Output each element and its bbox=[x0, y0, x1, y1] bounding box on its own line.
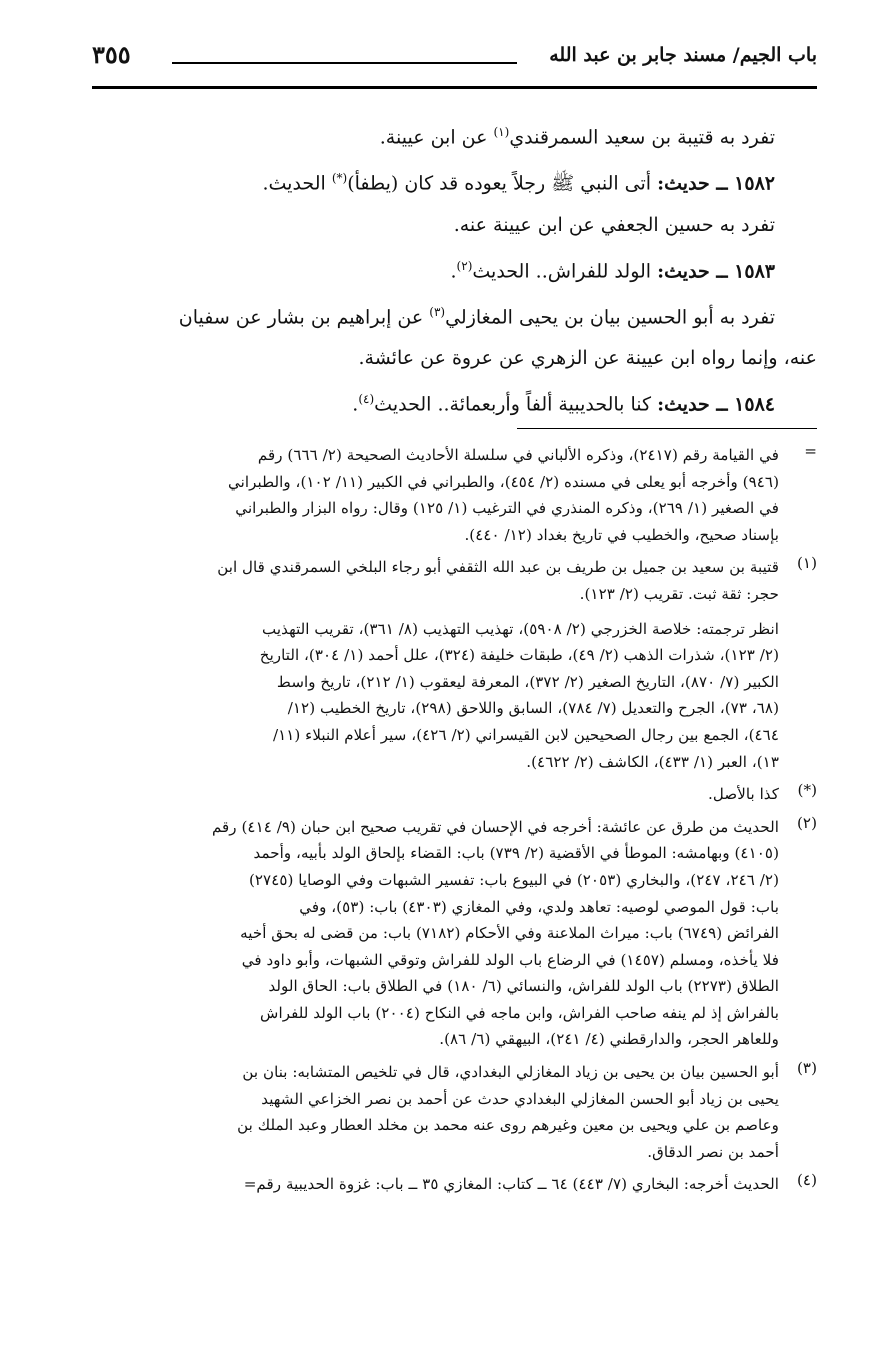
footnote-text bbox=[80, 781, 779, 808]
footnote-line: باب: قول الموصي لوصيه: تعاهد ولدي، وفي المغازي (٤٣٠٣) باب: (٥٣)، وفي bbox=[299, 897, 779, 916]
footnote-line: فلا يأخذه، ومسلم (١٤٥٧) في الرضاع باب الولد للفراش وتوقي الشبهات، وأبو داود في bbox=[241, 950, 779, 969]
paragraph-text: تفرد به قتيبة بن سعيد السمرقندي bbox=[509, 126, 775, 149]
footnote-line: الفرائض (٦٧٤٩) باب: ميراث الملاعنة وفي الأحكام (٧١٨٢) باب: من قضى له بحق أخيه bbox=[240, 924, 779, 943]
footnote-line: (٦٨، ٧٣)، الجرح والتعديل (٧/ ٧٨٤)، السابق واللاحق (٢٩٨)، تاريخ الخطيب (١٢/ bbox=[287, 699, 779, 718]
footnote-line: (٢/ ١٢٣)، شذرات الذهب (٢/ ٤٩)، طبقات خليفة (٣٢٤)، علل أحمد (١/ ٣٠٤)، التاريخ bbox=[259, 646, 779, 665]
footnote-ref: (٣) bbox=[429, 304, 446, 319]
footnote-line: ١٣)، العبر (١/ ٤٣٣)، الكاشف (٢/ ٤٦٢٢). bbox=[526, 752, 779, 771]
footnote-line: يحيى بن زياد أبو الحسن المغازلي البغدادي حدث عن أحمد بن نصر الخزاعي الشهيد bbox=[261, 1089, 779, 1108]
footnote-text bbox=[80, 614, 779, 776]
paragraph-text-tail: عن ابن عيينة. bbox=[379, 126, 494, 149]
footnote-line: (٤١٠٥) وبهامشه: الموطأ في الأقضية (٢/ ٧٣٩) باب: القضاء بإلحاق الولد بأبيه، وأحمد bbox=[253, 844, 779, 863]
footnote bbox=[80, 781, 817, 808]
footnote-line: وللعاهر الحجر، والدارقطني (٤/ ٢٤١)، البيهقي (٦/ ٨٦). bbox=[439, 1030, 779, 1049]
footnotes bbox=[80, 442, 817, 1204]
footnote-line: الحديث أخرجه: البخاري (٧/ ٤٤٣) ٦٤ ــ كتاب: المغازي ٣٥ ــ باب: غزوة الحديبية رقم= bbox=[243, 1175, 779, 1194]
paragraph-text: عنه، وإنما رواه ابن عيينة عن الزهري عن عروة عن عائشة. bbox=[358, 347, 817, 370]
footnote-ref: (٤) bbox=[358, 392, 375, 407]
hadith-entry bbox=[60, 379, 817, 425]
footnote-text bbox=[80, 1171, 779, 1198]
footnote-line: انظر ترجمته: خلاصة الخزرجي (٢/ ٥٩٠٨)، تهذيب التهذيب (٨/ ٣٦١)، تقريب التهذيب bbox=[261, 619, 779, 638]
paragraph-text-tail: . bbox=[450, 259, 457, 282]
footnote-marker bbox=[779, 614, 817, 776]
text-paragraph bbox=[60, 338, 817, 379]
hadith-number: ١٥٨٤ ــ حديث: bbox=[657, 393, 775, 416]
page-number: ٣٥٥ bbox=[92, 40, 131, 69]
footnote-marker: = bbox=[804, 442, 817, 460]
hadith-number: ١٥٨٢ ــ حديث: bbox=[657, 172, 775, 195]
footnote-text bbox=[80, 814, 779, 1053]
footnote-line: كذا بالأصل. bbox=[708, 785, 779, 804]
paragraph-text-tail: . bbox=[352, 393, 359, 416]
paragraph-text: الولد للفراش.. الحديث bbox=[472, 259, 658, 282]
paragraph-text: تفرد به حسين الجعفي عن ابن عيينة عنه. bbox=[453, 213, 775, 236]
footnote-ref: (١) bbox=[493, 125, 510, 139]
footnote-line: بالفراش إذ لم ينفه صاحب الفراش، وابن ماجه في النكاح (٢٠٠٤) باب الولد للفراش bbox=[259, 1003, 779, 1022]
footnote bbox=[80, 614, 817, 776]
footnote-line: أبو الحسين بيان بن يحيى بن زياد المغازلي البغدادي، قال في تلخيص المتشابه: بنان بن bbox=[242, 1063, 779, 1082]
footnote bbox=[80, 1059, 817, 1165]
paragraph-text: أتى النبي ﷺ رجلاً يعوده قد كان (يطفأ) bbox=[347, 172, 658, 195]
hadith-entry bbox=[60, 158, 817, 204]
footnote-text bbox=[80, 554, 779, 607]
footnote bbox=[80, 1171, 817, 1198]
footnote-line: في الصغير (١/ ٢٦٩)، وذكره المنذري في الترغيب (١/ ١٢٥) وقال: رواه البزار والطبراني bbox=[235, 499, 779, 518]
footnote bbox=[80, 442, 817, 548]
footnote-line: أحمد بن نصر الدقاق. bbox=[647, 1142, 779, 1161]
footnote-marker: (*) bbox=[797, 781, 817, 800]
footnote-line: بإسناد صحيح، والخطيب في تاريخ بغداد (١٢/ ٤٤٠). bbox=[464, 525, 779, 544]
footnote-line: الحديث من طرق عن عائشة: أخرجه في الإحسان في تقريب صحيح ابن حبان (٩/ ٤١٤) رقم bbox=[211, 817, 779, 836]
footnote-ref: (*) bbox=[331, 171, 348, 186]
hadith-number: ١٥٨٣ ــ حديث: bbox=[657, 259, 775, 282]
footnote-marker: (٢) bbox=[796, 813, 817, 832]
header-rule bbox=[172, 62, 517, 64]
footnote-separator bbox=[517, 428, 817, 429]
footnote-ref: (٢) bbox=[456, 258, 473, 273]
footnote-marker: (١) bbox=[796, 554, 817, 573]
paragraph-text: كنا بالحديبية ألفاً وأربعمائة.. الحديث bbox=[374, 393, 658, 416]
footnote-marker: (٤) bbox=[796, 1171, 817, 1190]
footnote-line: وعاصم بن علي ويحيى بن معين وغيرهم روى عنه محمد بن مخلد العطار وعبد الملك بن bbox=[237, 1116, 779, 1135]
text-paragraph bbox=[60, 112, 817, 158]
footnote-line: ٤٦٤)، الجمع بين رجال الصحيحين لابن القيسراني (٢/ ٤٢٦)، سير أعلام النبلاء (١١/ bbox=[272, 725, 779, 744]
footnote-line: (٩٤٦) وأخرجه أبو يعلى في مسنده (٢/ ٤٥٤)، والطبراني في الكبير (١١/ ١٠٢)، والطبراني bbox=[228, 472, 779, 491]
paragraph-text: تفرد به أبو الحسين بيان بن يحيى المغازلي bbox=[445, 306, 775, 329]
footnote-marker: (٣) bbox=[796, 1059, 817, 1078]
main-text bbox=[60, 112, 817, 426]
footnote-text bbox=[80, 1059, 779, 1165]
footnote bbox=[80, 814, 817, 1053]
footnote-text bbox=[80, 442, 779, 548]
footnote-line: الطلاق (٢٢٧٣) باب الولد للفراش، والنسائي (٦/ ١٨٠) في الطلاق باب: الحاق الولد bbox=[268, 977, 779, 996]
footnote-line: في القيامة رقم (٢٤١٧)، وذكره الألباني في سلسلة الأحاديث الصحيحة (٢/ ٦٦٦) رقم bbox=[257, 446, 779, 464]
footnote-line: الكبير (٧/ ٨٧٠)، التاريخ الصغير (٢/ ٣٧٢)، المعرفة ليعقوب (١/ ٢١٢)، تاريخ واسط bbox=[276, 672, 779, 691]
paragraph-text-tail: الحديث. bbox=[262, 172, 332, 195]
footnote-line: (٢/ ٢٤٦، ٢٤٧)، والبخاري (٢٠٥٣) في البيوع باب: تفسير الشبهات وفي الوصايا (٢٧٤٥) bbox=[248, 870, 779, 889]
paragraph-text-tail: عن إبراهيم بن بشار عن سفيان bbox=[178, 306, 430, 329]
footnote-line: حجر: ثقة ثبت. تقريب (٢/ ١٢٣). bbox=[579, 584, 779, 603]
running-header bbox=[92, 40, 817, 89]
footnote bbox=[80, 554, 817, 607]
chapter-title: باب الجيم/ مسند جابر بن عبد الله bbox=[549, 44, 817, 66]
footnote-line: قتيبة بن سعيد بن جميل بن طريف بن عبد الله الثقفي أبو رجاء البلخي السمرقندي قال ابن bbox=[217, 558, 779, 577]
text-paragraph bbox=[60, 205, 817, 246]
hadith-entry bbox=[60, 246, 817, 292]
text-paragraph bbox=[60, 292, 817, 338]
